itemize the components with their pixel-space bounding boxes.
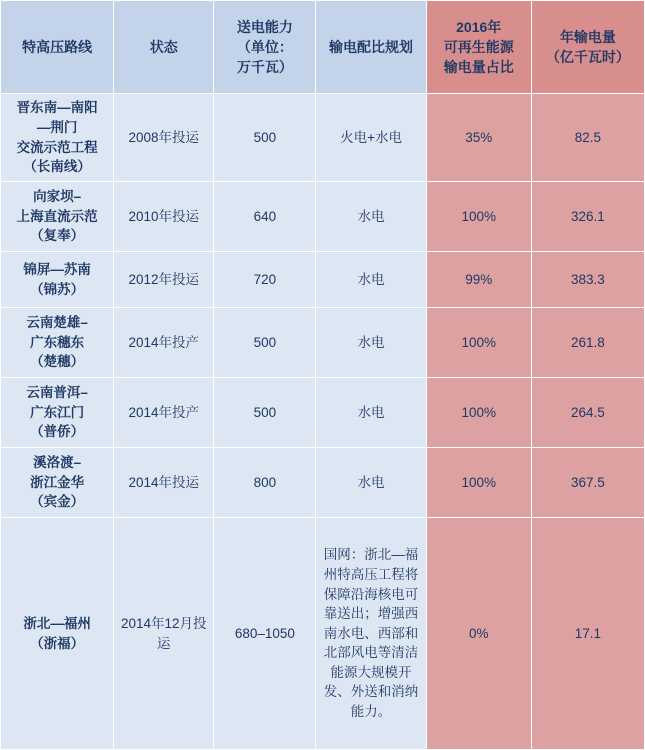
- cell-capacity: 500: [214, 308, 316, 378]
- column-header-status: 状态: [114, 1, 214, 94]
- table-row: [1, 378, 645, 448]
- cell-status: 2014年投产: [114, 378, 214, 448]
- cell-status: 2010年投运: [114, 182, 214, 252]
- cell-mix: 水电: [316, 378, 426, 448]
- cell-status: 2014年12月投运: [114, 518, 214, 750]
- table-row: [1, 518, 645, 750]
- cell-status: 2014年投产: [114, 308, 214, 378]
- table-header-row: [1, 1, 645, 94]
- cell-renewable-share: 100%: [426, 308, 531, 378]
- cell-mix: 国网：浙北—福州特高压工程将保障沿海核电可靠送出；增强西南水电、西部和北部风电等清洁能源大规模开发、外送和消纳能力。: [316, 518, 426, 750]
- cell-mix: 水电: [316, 182, 426, 252]
- cell-route: 向家坝– 上海直流示范 （复奉）: [1, 182, 114, 252]
- table-row: [1, 252, 645, 308]
- cell-capacity: 800: [214, 448, 316, 518]
- cell-annual-delivery: 367.5: [531, 448, 644, 518]
- column-header-capacity: 送电能力 （单位： 万千瓦）: [214, 1, 316, 94]
- cell-mix: 水电: [316, 448, 426, 518]
- cell-renewable-share: 100%: [426, 448, 531, 518]
- cell-renewable-share: 35%: [426, 94, 531, 182]
- table-row: [1, 94, 645, 182]
- cell-route: 溪洛渡– 浙江金华 （宾金）: [1, 448, 114, 518]
- cell-route: 锦屏—苏南 （锦苏）: [1, 252, 114, 308]
- cell-route: 云南楚雄– 广东穗东 （楚穗）: [1, 308, 114, 378]
- cell-annual-delivery: 326.1: [531, 182, 644, 252]
- cell-route: 浙北—福州 （浙福）: [1, 518, 114, 750]
- cell-annual-delivery: 261.8: [531, 308, 644, 378]
- cell-capacity: 720: [214, 252, 316, 308]
- column-header-annual-delivery: 年输电量 （亿千瓦时）: [531, 1, 644, 94]
- cell-status: 2012年投运: [114, 252, 214, 308]
- cell-annual-delivery: 383.3: [531, 252, 644, 308]
- cell-capacity: 500: [214, 94, 316, 182]
- cell-renewable-share: 100%: [426, 182, 531, 252]
- cell-route: 晋东南—南阳 —荆门 交流示范工程 （长南线）: [1, 94, 114, 182]
- cell-mix: 水电: [316, 308, 426, 378]
- table-row: [1, 448, 645, 518]
- cell-renewable-share: 0%: [426, 518, 531, 750]
- cell-mix: 水电: [316, 252, 426, 308]
- cell-route: 云南普洱– 广东江门 （普侨）: [1, 378, 114, 448]
- column-header-mix: 输电配比规划: [316, 1, 426, 94]
- cell-capacity: 680–1050: [214, 518, 316, 750]
- table-row: [1, 308, 645, 378]
- cell-status: 2008年投运: [114, 94, 214, 182]
- column-header-route: 特高压路线: [1, 1, 114, 94]
- cell-capacity: 640: [214, 182, 316, 252]
- cell-annual-delivery: 17.1: [531, 518, 644, 750]
- cell-status: 2014年投运: [114, 448, 214, 518]
- cell-capacity: 500: [214, 378, 316, 448]
- cell-annual-delivery: 82.5: [531, 94, 644, 182]
- table-row: [1, 182, 645, 252]
- column-header-renewable-share: 2016年 可再生能源 输电量占比: [426, 1, 531, 94]
- cell-renewable-share: 99%: [426, 252, 531, 308]
- cell-mix: 火电+水电: [316, 94, 426, 182]
- cell-annual-delivery: 264.5: [531, 378, 644, 448]
- cell-renewable-share: 100%: [426, 378, 531, 448]
